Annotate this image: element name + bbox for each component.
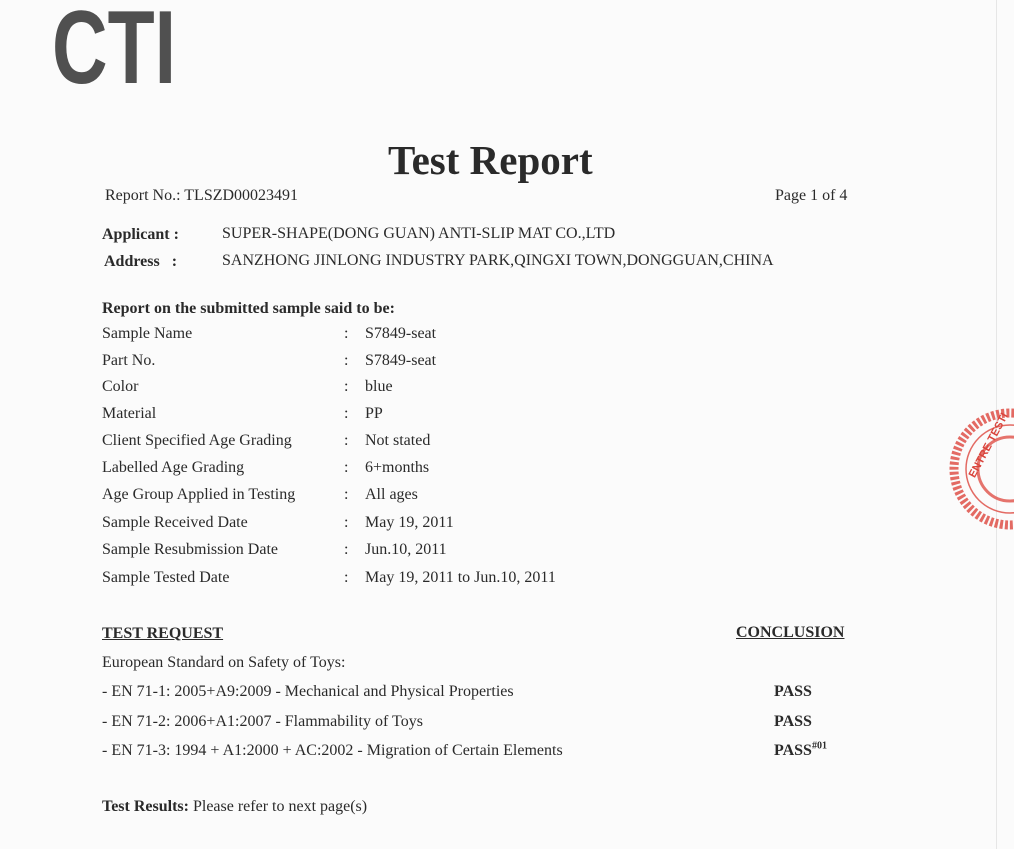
sample-field-value: S7849-seat — [365, 325, 437, 342]
sample-field-value: S7849-seat — [365, 352, 437, 369]
field-colon: : — [344, 325, 349, 342]
sample-field-label: Client Specified Age Grading — [102, 432, 292, 449]
sample-field-value: May 19, 2011 to Jun.10, 2011 — [365, 569, 556, 586]
sample-field-value: Jun.10, 2011 — [365, 541, 447, 558]
sample-field-label: Labelled Age Grading — [102, 459, 245, 476]
test-results-line — [102, 797, 367, 817]
field-colon: : — [344, 432, 349, 449]
address-value: SANZHONG JINLONG INDUSTRY PARK,QINGXI TOWN,DONGGUAN,CHINA — [222, 252, 774, 269]
field-colon: : — [344, 541, 349, 558]
sample-field-label: Color — [102, 378, 139, 395]
sample-field-label: Sample Received Date — [102, 514, 248, 531]
field-colon: : — [344, 459, 349, 476]
test-result-value: PASS — [774, 742, 812, 759]
report-number — [105, 186, 298, 206]
conclusion-heading: CONCLUSION — [736, 624, 845, 641]
sample-field-value: Not stated — [365, 432, 431, 449]
company-logo: CTI — [52, 0, 176, 106]
field-colon: : — [344, 378, 349, 395]
sample-field-value: blue — [365, 378, 393, 395]
sample-field-value: May 19, 2011 — [365, 514, 454, 531]
sample-field-value: PP — [365, 405, 383, 422]
test-results-text: Please refer to next page(s) — [192, 798, 368, 815]
sample-field-label: Sample Name — [102, 325, 193, 342]
field-colon: : — [344, 486, 349, 503]
sample-field-label: Sample Tested Date — [102, 569, 230, 586]
seal-stamp-icon — [944, 402, 1014, 537]
field-colon: : — [344, 514, 349, 531]
applicant-value: SUPER-SHAPE(DONG GUAN) ANTI-SLIP MAT CO.,LTD — [222, 225, 616, 242]
applicant-label: Applicant : — [102, 226, 179, 243]
test-item: - EN 71-1: 2005+A9:2009 - Mechanical and Physical Properties — [102, 683, 514, 700]
sample-field-label: Age Group Applied in Testing — [102, 486, 296, 503]
standard-intro: European Standard on Safety of Toys: — [102, 654, 346, 671]
test-result: PASS — [774, 713, 812, 730]
sample-field-value: All ages — [365, 486, 418, 503]
page-number: Page 1 of 4 — [775, 187, 848, 204]
test-result: PASS — [774, 683, 812, 700]
sample-field-label: Part No. — [102, 352, 156, 369]
svg-text:ENTRE TESTI: ENTRE TESTI — [966, 411, 1011, 480]
test-item: - EN 71-3: 1994 + A1:2000 + AC:2002 - Migration of Certain Elements — [102, 742, 563, 759]
test-results-label: Test Results: — [102, 798, 189, 815]
sample-heading: Report on the submitted sample said to be: — [102, 300, 395, 317]
page-title: Test Report — [388, 137, 593, 183]
field-colon: : — [344, 405, 349, 422]
field-colon: : — [344, 352, 349, 369]
test-item: - EN 71-2: 2006+A1:2007 - Flammability of Toys — [102, 713, 423, 730]
sample-field-label: Material — [102, 405, 157, 422]
sample-field-value: 6+months — [365, 459, 430, 476]
test-request-heading: TEST REQUEST — [102, 625, 224, 642]
sample-field-label: Sample Resubmission Date — [102, 541, 278, 558]
field-colon: : — [344, 569, 349, 586]
address-label: Address : — [104, 253, 178, 270]
test-result — [774, 741, 827, 761]
test-result-footnote: #01 — [811, 740, 827, 752]
report-number-value: TLSZD00023491 — [184, 187, 299, 204]
report-number-label: Report No.: — [105, 187, 181, 204]
